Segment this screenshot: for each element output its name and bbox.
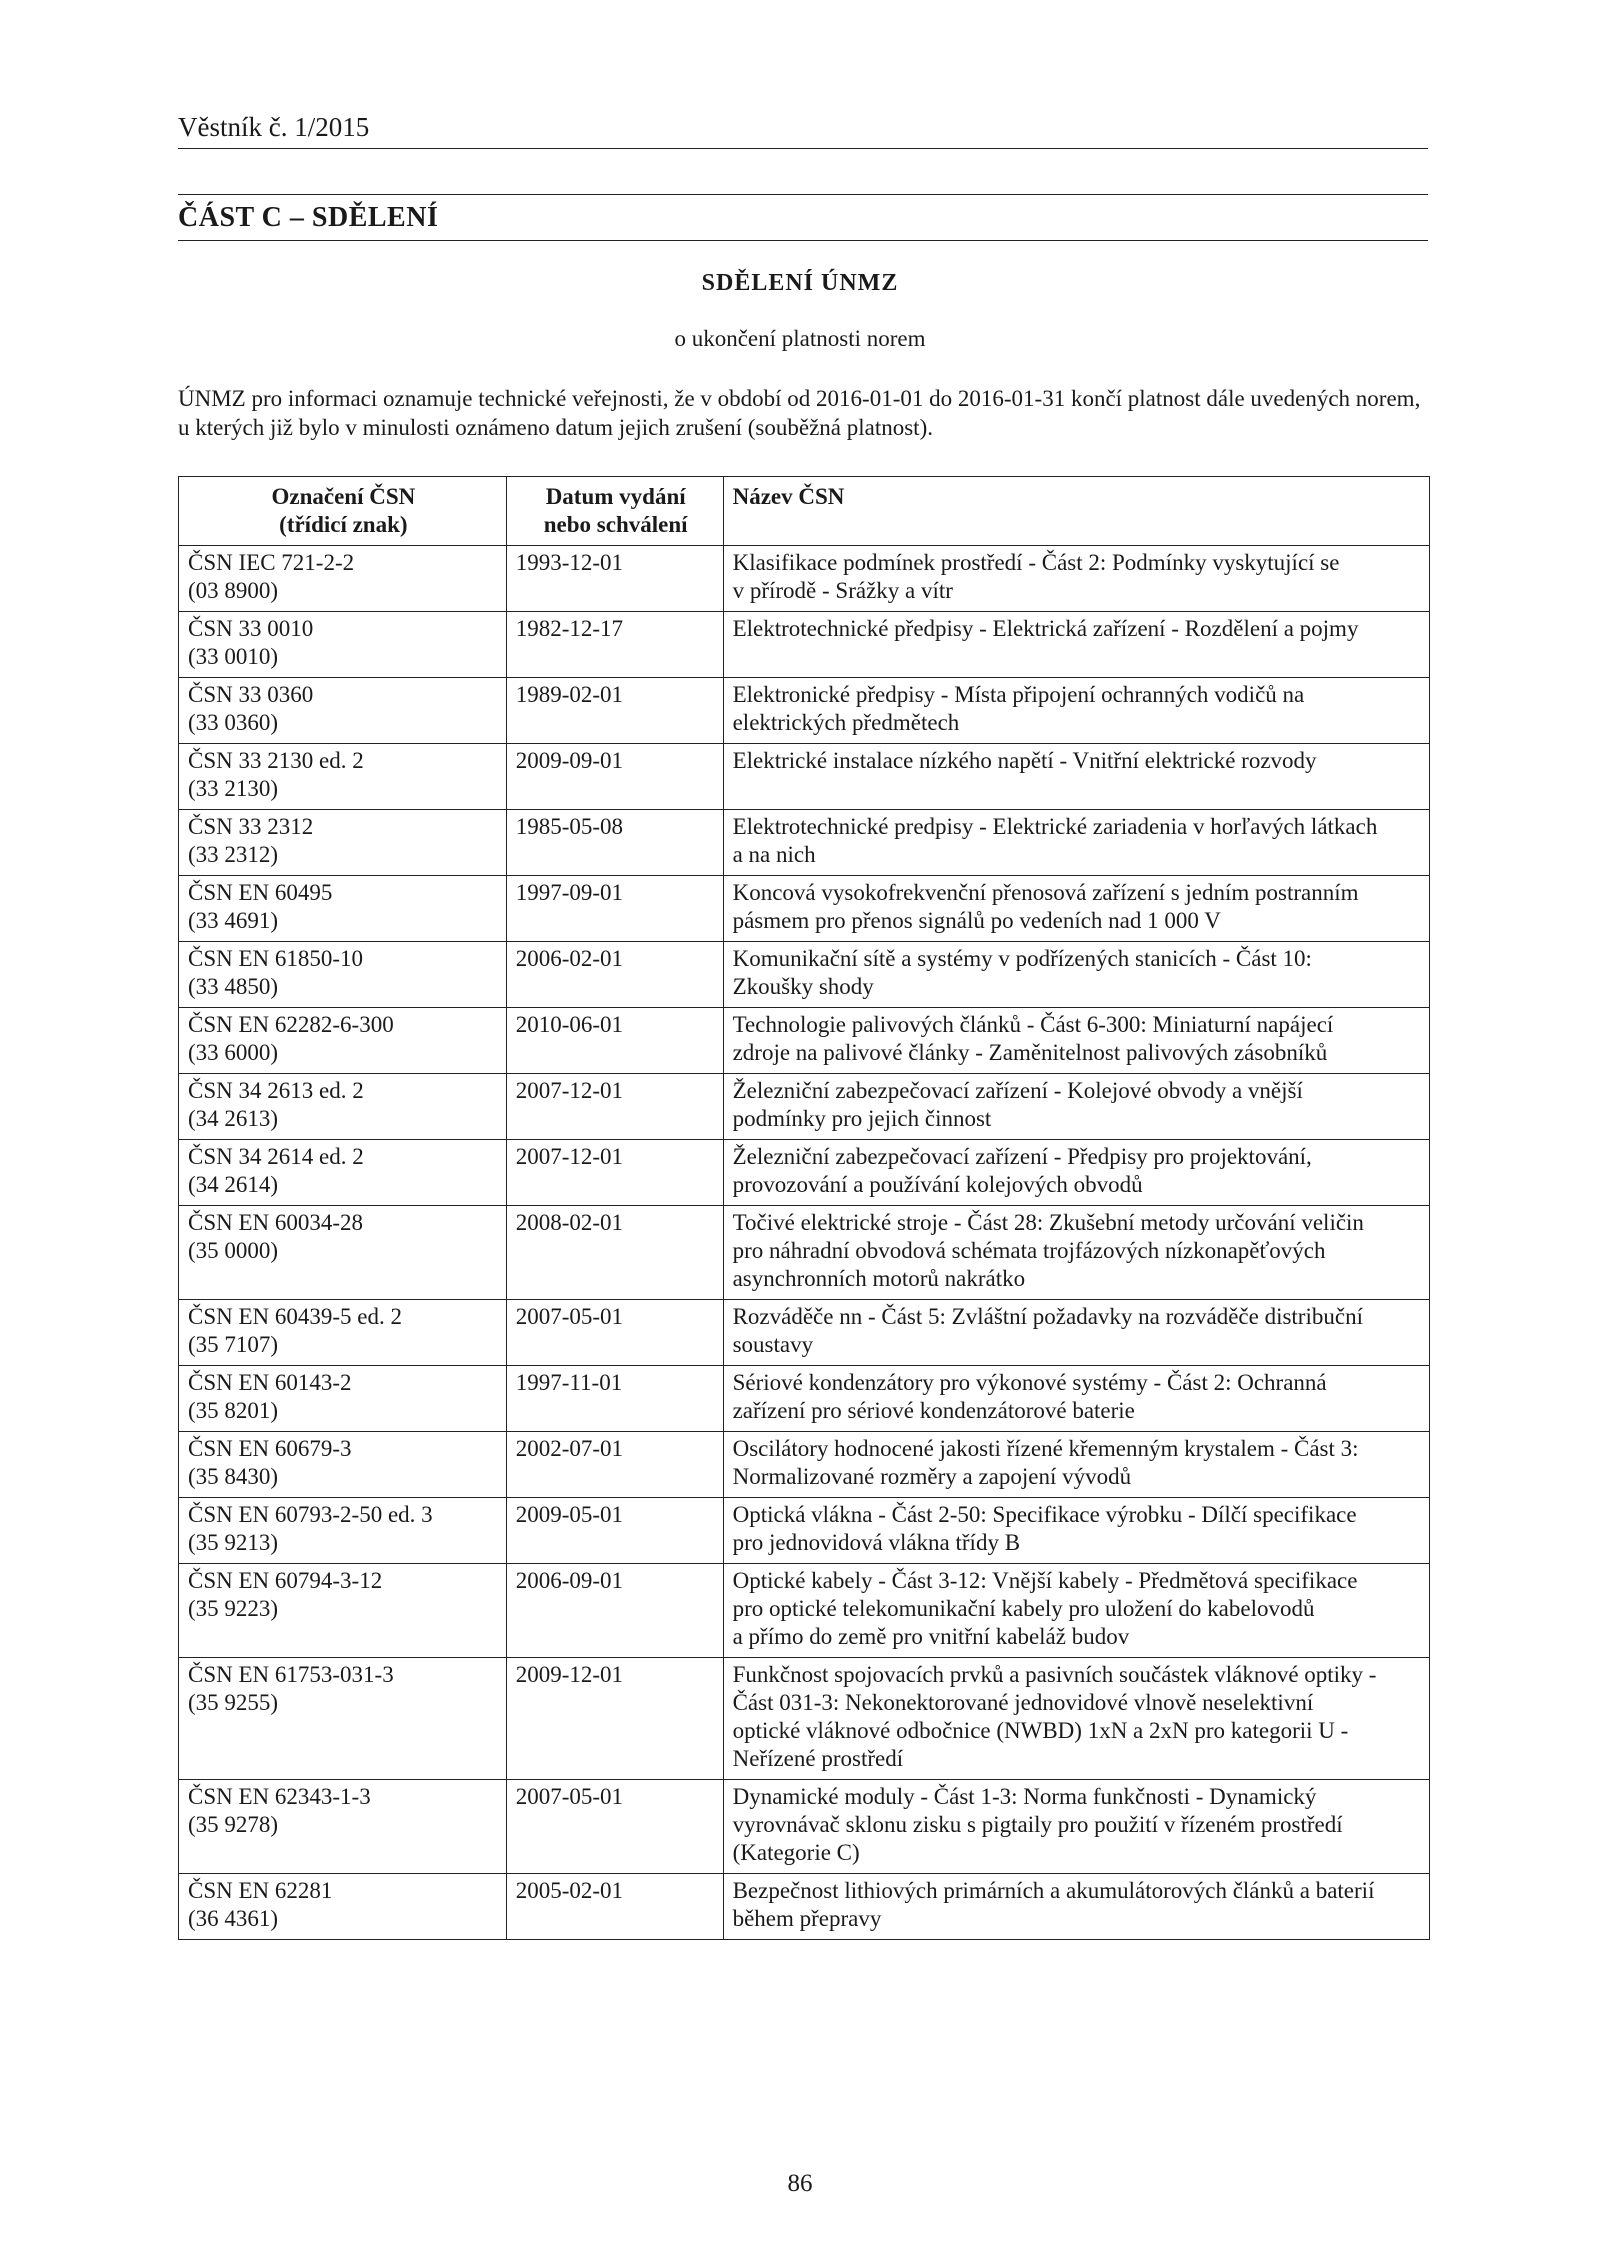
header-date	[506, 477, 723, 546]
designation-cell	[179, 1300, 507, 1366]
designation-line: ČSN EN 61753-031-3	[188, 1662, 394, 1687]
date-cell	[506, 1874, 723, 1940]
designation-line: (35 8430)	[188, 1464, 279, 1489]
designation-line: ČSN IEC 721-2-2	[188, 550, 355, 575]
date-cell	[506, 1366, 723, 1432]
name-line: Neřízené prostředí	[732, 1746, 904, 1771]
designation-line: ČSN 33 0010	[188, 616, 314, 641]
table-row	[179, 1074, 1430, 1140]
designation-line: (03 8900)	[188, 578, 279, 603]
designation-cell	[179, 744, 507, 810]
date-cell	[506, 612, 723, 678]
table-row	[179, 1658, 1430, 1780]
designation-cell	[179, 1366, 507, 1432]
name-line: Železniční zabezpečovací zařízení - Předpisy pro projektování,	[732, 1144, 1312, 1169]
designation-line: ČSN EN 60495	[188, 880, 333, 905]
name-cell	[723, 1206, 1429, 1300]
designation-line: (35 9213)	[188, 1530, 279, 1555]
designation-line: ČSN 34 2613 ed. 2	[188, 1078, 364, 1103]
date-cell	[506, 1780, 723, 1874]
name-cell	[723, 876, 1429, 942]
designation-line: ČSN 33 0360	[188, 682, 314, 707]
name-line: Oscilátory hodnocené jakosti řízené křemenným krystalem - Část 3:	[732, 1436, 1359, 1461]
designation-line: ČSN EN 62282-6-300	[188, 1012, 394, 1037]
name-line: pro jednovidová vlákna třídy B	[732, 1530, 1021, 1555]
designation-cell	[179, 1780, 507, 1874]
name-line: Komunikační sítě a systémy v podřízených stanicích - Část 10:	[732, 946, 1312, 971]
designation-cell	[179, 612, 507, 678]
header-date-line: Datum vydání	[545, 484, 686, 509]
designation-line: ČSN EN 60793-2-50 ed. 3	[188, 1502, 433, 1527]
designation-line: (33 4850)	[188, 974, 279, 999]
table-row	[179, 1140, 1430, 1206]
date-value: 2009-05-01	[515, 1502, 624, 1527]
date-value: 1993-12-01	[515, 550, 624, 575]
table-row	[179, 1206, 1430, 1300]
notice-intro: ÚNMZ pro informaci oznamuje technické veřejnosti, že v období od 2016-01-01 do 2016-01-31 končí platnost dále uvedených norem, u kterých již bylo v minulosti oznámeno datum jejich zrušení (souběžná platnost).	[178, 386, 1421, 440]
name-line: Točivé elektrické stroje - Část 28: Zkušební metody určování veličin	[732, 1210, 1364, 1235]
name-line: provozování a používání kolejových obvodů	[732, 1172, 1143, 1197]
name-line: Sériové kondenzátory pro výkonové systémy - Část 2: Ochranná	[732, 1370, 1327, 1395]
header-name: Název ČSN	[723, 477, 1429, 546]
date-value: 2009-12-01	[515, 1662, 624, 1687]
designation-cell	[179, 1008, 507, 1074]
date-value: 1985-05-08	[515, 814, 624, 839]
designation-cell	[179, 1074, 507, 1140]
designation-line: ČSN 33 2312	[188, 814, 314, 839]
designation-cell	[179, 1874, 507, 1940]
date-value: 2007-12-01	[515, 1078, 624, 1103]
name-cell	[723, 1780, 1429, 1874]
name-cell	[723, 1874, 1429, 1940]
date-cell	[506, 1140, 723, 1206]
date-cell	[506, 1432, 723, 1498]
name-cell	[723, 678, 1429, 744]
date-cell	[506, 810, 723, 876]
designation-line: ČSN EN 62343-1-3	[188, 1784, 371, 1809]
name-line: Elektronické předpisy - Místa připojení ochranných vodičů na	[732, 682, 1305, 707]
designation-cell	[179, 546, 507, 612]
date-cell	[506, 1008, 723, 1074]
header-date-line: nebo schválení	[543, 512, 688, 537]
norms-table	[178, 476, 1430, 1940]
designation-line: (33 2130)	[188, 776, 279, 801]
name-line: optické vláknové odbočnice (NWBD) 1xN a 2xN pro kategorii U -	[732, 1718, 1349, 1743]
notice-subtitle: o ukončení platnosti norem	[674, 326, 926, 351]
name-line: pro náhradní obvodová schémata trojfázových nízkonapěťových	[732, 1238, 1326, 1263]
name-line: pásmem pro přenos signálů po vedeních nad 1 000 V	[732, 908, 1221, 933]
name-line: vyrovnávač sklonu zisku s pigtaily pro použití v řízeném prostředí	[732, 1812, 1343, 1837]
table-row	[179, 1564, 1430, 1658]
designation-line: ČSN EN 62281	[188, 1878, 333, 1903]
date-value: 2009-09-01	[515, 748, 624, 773]
name-line: Normalizované rozměry a zapojení vývodů	[732, 1464, 1132, 1489]
name-line: zařízení pro sériové kondenzátorové baterie	[732, 1398, 1135, 1423]
designation-cell	[179, 1564, 507, 1658]
name-line: v přírodě - Srážky a vítr	[732, 578, 953, 603]
date-value: 2010-06-01	[515, 1012, 624, 1037]
date-cell	[506, 546, 723, 612]
name-line: Optické kabely - Část 3-12: Vnější kabely - Předmětová specifikace	[732, 1568, 1358, 1593]
date-cell	[506, 876, 723, 942]
date-cell	[506, 1206, 723, 1300]
designation-line: (33 6000)	[188, 1040, 279, 1065]
table-row	[179, 1432, 1430, 1498]
name-line: během přepravy	[732, 1906, 882, 1931]
header-designation	[179, 477, 507, 546]
designation-cell	[179, 1498, 507, 1564]
designation-line: (33 2312)	[188, 842, 279, 867]
name-cell	[723, 942, 1429, 1008]
header-designation-line: (třídicí znak)	[279, 512, 408, 537]
table-row	[179, 744, 1430, 810]
name-line: Funkčnost spojovacích prvků a pasivních součástek vláknové optiky -	[732, 1662, 1377, 1687]
table-row	[179, 876, 1430, 942]
designation-cell	[179, 876, 507, 942]
name-line: Bezpečnost lithiových primárních a akumulátorových článků a baterií	[732, 1878, 1375, 1903]
name-line: Optická vlákna - Část 2-50: Specifikace výrobku - Dílčí specifikace	[732, 1502, 1357, 1527]
name-cell	[723, 612, 1429, 678]
designation-line: ČSN EN 61850-10	[188, 946, 364, 971]
name-cell	[723, 1366, 1429, 1432]
table-header-row	[179, 477, 1430, 546]
name-line: Část 031-3: Nekonektorované jednovidové vlnově neselektivní	[732, 1690, 1314, 1715]
designation-cell	[179, 942, 507, 1008]
date-cell	[506, 1658, 723, 1780]
designation-line: ČSN 34 2614 ed. 2	[188, 1144, 364, 1169]
designation-line: (33 0360)	[188, 710, 279, 735]
designation-cell	[179, 1206, 507, 1300]
name-cell	[723, 1564, 1429, 1658]
date-cell	[506, 678, 723, 744]
designation-line: ČSN EN 60439-5 ed. 2	[188, 1304, 403, 1329]
designation-line: (34 2614)	[188, 1172, 279, 1197]
designation-line: (35 8201)	[188, 1398, 279, 1423]
designation-cell	[179, 1140, 507, 1206]
name-line: Rozváděče nn - Část 5: Zvláštní požadavky na rozváděče distribuční	[732, 1304, 1363, 1329]
name-cell	[723, 744, 1429, 810]
date-value: 2007-12-01	[515, 1144, 624, 1169]
name-line: a na nich	[732, 842, 816, 867]
name-cell	[723, 1008, 1429, 1074]
date-value: 2007-05-01	[515, 1304, 624, 1329]
header-designation-line: Označení ČSN	[271, 484, 416, 509]
designation-line: ČSN 33 2130 ed. 2	[188, 748, 364, 773]
date-value: 2006-09-01	[515, 1568, 624, 1593]
designation-line: (35 9255)	[188, 1690, 279, 1715]
section-bottom-rule	[178, 240, 1428, 241]
date-value: 1997-09-01	[515, 880, 624, 905]
table-row	[179, 678, 1430, 744]
date-value: 2005-02-01	[515, 1878, 624, 1903]
name-line: soustavy	[732, 1332, 814, 1357]
designation-cell	[179, 1658, 507, 1780]
name-cell	[723, 810, 1429, 876]
name-line: asynchronních motorů nakrátko	[732, 1266, 1026, 1291]
date-value: 1982-12-17	[515, 616, 624, 641]
name-line: Klasifikace podmínek prostředí - Část 2: Podmínky vyskytující se	[732, 550, 1340, 575]
date-cell	[506, 942, 723, 1008]
designation-line: ČSN EN 60143-2	[188, 1370, 352, 1395]
table-row	[179, 1498, 1430, 1564]
designation-line: ČSN EN 60679-3	[188, 1436, 352, 1461]
designation-line: (33 0010)	[188, 644, 279, 669]
table-row	[179, 546, 1430, 612]
page-number: 86	[787, 2170, 813, 2197]
designation-line: (35 7107)	[188, 1332, 279, 1357]
name-line: zdroje na palivové články - Zaměnitelnost palivových zásobníků	[732, 1040, 1328, 1065]
table-row	[179, 1874, 1430, 1940]
table-row	[179, 1300, 1430, 1366]
header-rule	[178, 148, 1428, 149]
date-value: 2008-02-01	[515, 1210, 624, 1235]
name-line: a přímo do země pro vnitřní kabeláž budov	[732, 1624, 1130, 1649]
table-row	[179, 1780, 1430, 1874]
designation-line: (35 0000)	[188, 1238, 279, 1263]
designation-line: (33 4691)	[188, 908, 279, 933]
name-line: (Kategorie C)	[732, 1840, 860, 1865]
date-value: 1997-11-01	[515, 1370, 623, 1395]
designation-line: (35 9278)	[188, 1812, 279, 1837]
name-line: Železniční zabezpečovací zařízení - Kolejové obvody a vnější	[732, 1078, 1303, 1103]
designation-cell	[179, 1432, 507, 1498]
section-title: ČÁST C – SDĚLENÍ	[178, 202, 439, 233]
name-cell	[723, 1140, 1429, 1206]
designation-line: ČSN EN 60794-3-12	[188, 1568, 383, 1593]
table-row	[179, 942, 1430, 1008]
name-line: Technologie palivových článků - Část 6-300: Miniaturní napájecí	[732, 1012, 1334, 1037]
date-value: 1989-02-01	[515, 682, 624, 707]
name-line: Zkoušky shody	[732, 974, 874, 999]
designation-cell	[179, 678, 507, 744]
name-cell	[723, 1432, 1429, 1498]
name-line: elektrických předmětech	[732, 710, 960, 735]
name-cell	[723, 1074, 1429, 1140]
designation-cell	[179, 810, 507, 876]
name-cell	[723, 546, 1429, 612]
name-cell	[723, 1658, 1429, 1780]
table-row	[179, 1008, 1430, 1074]
designation-line: (35 9223)	[188, 1596, 279, 1621]
name-line: Koncová vysokofrekvenční přenosová zařízení s jedním postranním	[732, 880, 1359, 905]
date-cell	[506, 1074, 723, 1140]
running-head: Věstník č. 1/2015	[178, 112, 370, 142]
date-value: 2002-07-01	[515, 1436, 624, 1461]
designation-line: ČSN EN 60034-28	[188, 1210, 364, 1235]
name-line: pro optické telekomunikační kabely pro uložení do kabelovodů	[732, 1596, 1315, 1621]
designation-line: (34 2613)	[188, 1106, 279, 1131]
name-cell	[723, 1498, 1429, 1564]
name-line: Elektrotechnické predpisy - Elektrické zariadenia v horľavých látkach	[732, 814, 1378, 839]
date-cell	[506, 1300, 723, 1366]
notice-title: SDĚLENÍ ÚNMZ	[701, 270, 899, 296]
name-line: Elektrické instalace nízkého napětí - Vnitřní elektrické rozvody	[732, 748, 1317, 773]
name-line: podmínky pro jejich činnost	[732, 1106, 992, 1131]
table-row	[179, 810, 1430, 876]
designation-line: (36 4361)	[188, 1906, 279, 1931]
date-cell	[506, 744, 723, 810]
name-cell	[723, 1300, 1429, 1366]
name-line: Elektrotechnické předpisy - Elektrická zařízení - Rozdělení a pojmy	[732, 616, 1359, 641]
table-row	[179, 1366, 1430, 1432]
date-value: 2006-02-01	[515, 946, 624, 971]
date-value: 2007-05-01	[515, 1784, 624, 1809]
date-cell	[506, 1564, 723, 1658]
section-top-rule	[178, 194, 1428, 195]
name-line: Dynamické moduly - Část 1-3: Norma funkčnosti - Dynamický	[732, 1784, 1317, 1809]
table-row	[179, 612, 1430, 678]
date-cell	[506, 1498, 723, 1564]
